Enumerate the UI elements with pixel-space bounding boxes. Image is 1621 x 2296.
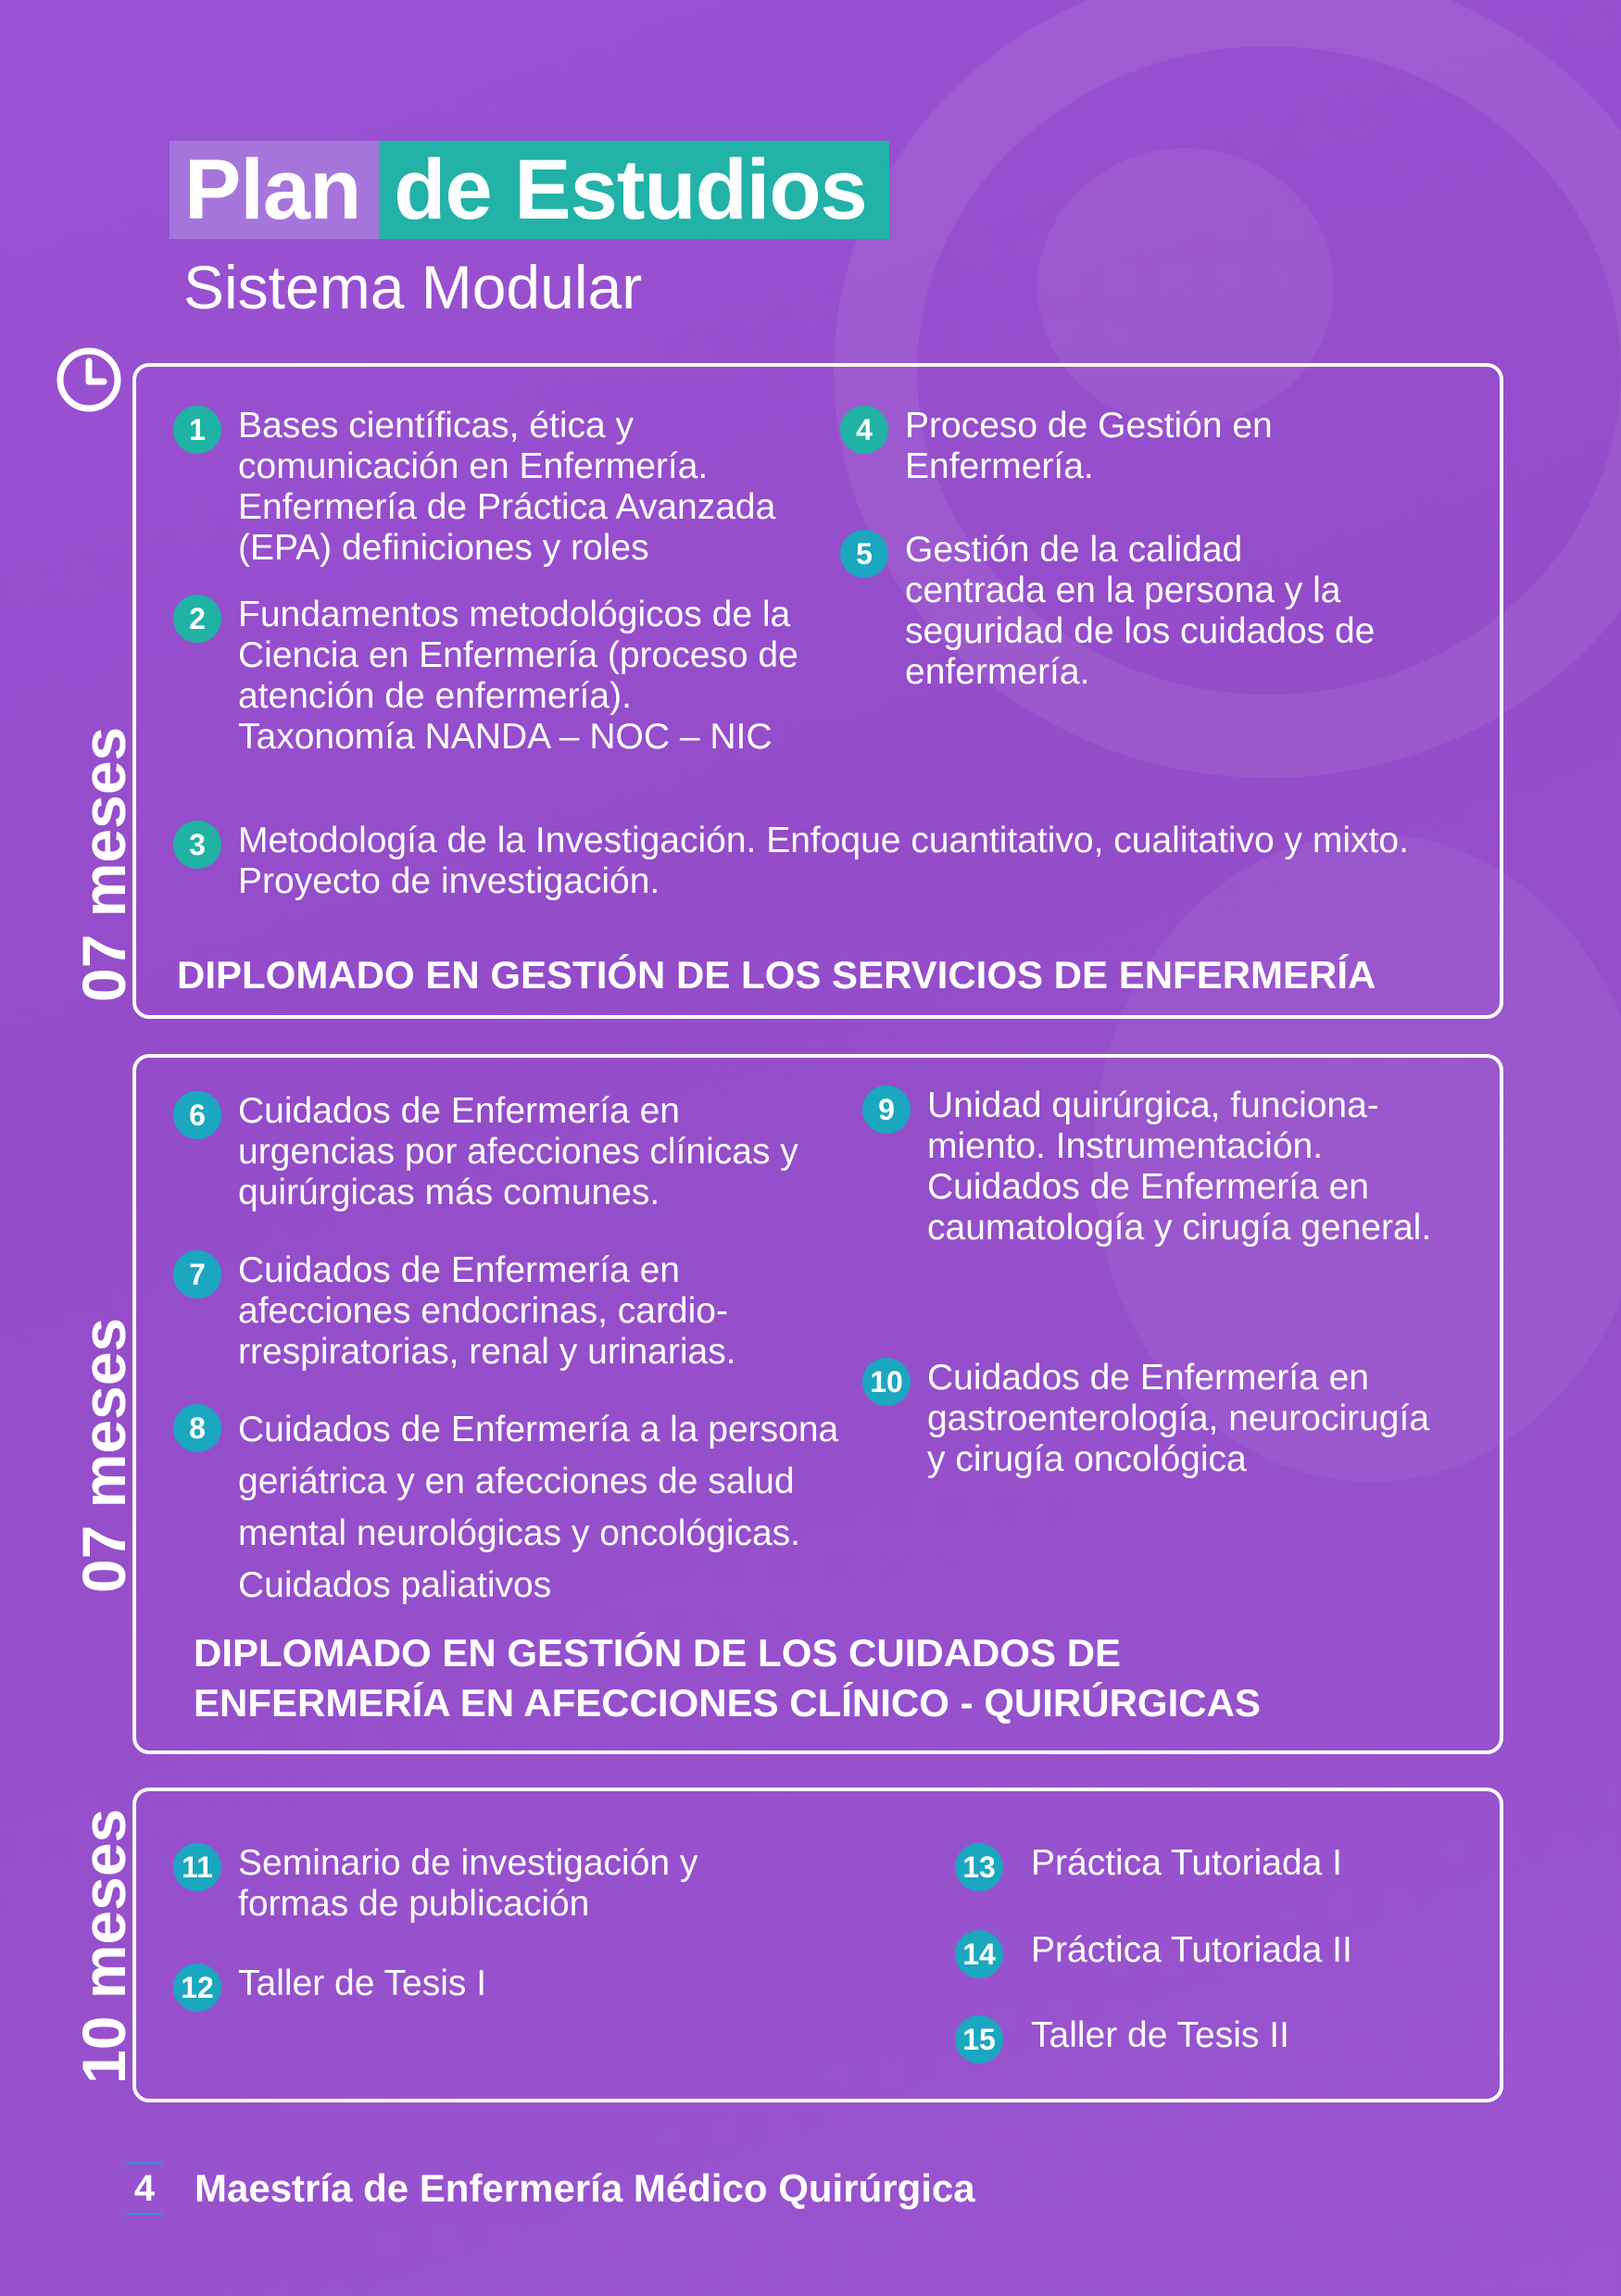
title-de-estudios: de Estudios (379, 141, 888, 239)
item-number-badge: 9 (862, 1085, 911, 1134)
item-text: Cuidados de Enfermería en urgencias por afecciones clínicas y quirúrgicas más comunes. (238, 1091, 798, 1212)
module-item-15 (955, 2015, 1474, 2064)
clock-icon (56, 346, 122, 413)
module-item-6 (173, 1091, 822, 1213)
module-block-1 (132, 363, 1503, 1019)
item-number-badge: 10 (862, 1358, 911, 1406)
item-text: Práctica Tutoriada I (1031, 1843, 1342, 1883)
item-text: Cuidados de Enfermería a la persona geriátrica y en afecciones de salud mental neurológicas y oncológicas. Cuidados paliativos (238, 1410, 839, 1605)
item-text: Taller de Tesis I (238, 1964, 487, 2003)
item-text: Proceso de Gestión en Enfermería. (905, 406, 1273, 486)
item-number-badge: 2 (173, 595, 221, 643)
item-text: Cuidados de Enfermería en gastroenterología, neurocirugía y cirugía oncológica (927, 1358, 1430, 1479)
duration-label-2: 07 meses (69, 1317, 138, 1593)
footer (126, 2162, 975, 2215)
item-text: Gestión de la calidad centrada en la persona y la seguridad de los cuidados de enfermería. (905, 530, 1376, 692)
module-item-5 (840, 530, 1451, 693)
module-block-3 (132, 1788, 1503, 2102)
item-number-badge: 14 (955, 1930, 1003, 1978)
item-text: Bases científicas, ética y comunicación en Enfermería. Enfermería de Práctica Avanzada (EPA) definiciones y roles (238, 406, 776, 568)
item-number-badge: 13 (955, 1843, 1003, 1891)
item-number-badge: 15 (955, 2015, 1003, 2064)
item-text: Taller de Tesis II (1031, 2015, 1289, 2055)
duration-label-1: 07 meses (69, 726, 138, 1002)
subtitle: Sistema Modular (183, 253, 643, 321)
diploma-title: DIPLOMADO EN GESTIÓN DE LOS SERVICIOS DE ENFERMERÍA (177, 953, 1376, 997)
module-item-7 (173, 1250, 822, 1373)
item-number-badge: 5 (840, 530, 888, 578)
module-block-2 (132, 1054, 1503, 1754)
diploma-title-line-2: ENFERMERÍA EN AFECCIONES CLÍNICO - QUIRÚRGICAS (194, 1681, 1261, 1725)
item-number-badge: 4 (840, 406, 888, 454)
page-number: 4 (126, 2162, 163, 2215)
module-item-3 (173, 821, 1470, 902)
duration-label-3: 10 meses (69, 1808, 138, 2084)
item-number-badge: 3 (173, 821, 221, 869)
module-item-14 (955, 1930, 1474, 1978)
item-text: Práctica Tutoriada II (1031, 1930, 1352, 1970)
module-item-4 (840, 406, 1451, 487)
item-number-badge: 7 (173, 1250, 221, 1299)
module-item-12 (173, 1964, 822, 2012)
module-item-10 (862, 1358, 1455, 1480)
item-text: Cuidados de Enfermería en afecciones endocrinas, cardio-rrespiratorias, renal y urinarias. (238, 1250, 736, 1372)
item-text: Seminario de investigación y formas de publicación (238, 1843, 698, 1924)
module-item-11 (173, 1843, 822, 1925)
item-number-badge: 12 (173, 1964, 221, 2012)
item-number-badge: 8 (173, 1404, 221, 1452)
item-text: Unidad quirúrgica, funciona-miento. Instrumentación. Cuidados de Enfermería en caumatología y cirugía general. (927, 1085, 1432, 1248)
module-item-9 (862, 1085, 1455, 1248)
module-item-13 (955, 1843, 1474, 1891)
diploma-title-line-1: DIPLOMADO EN GESTIÓN DE LOS CUIDADOS DE (194, 1631, 1122, 1675)
item-number-badge: 6 (173, 1091, 221, 1139)
module-item-8 (173, 1404, 840, 1612)
footer-title: Maestría de Enfermería Médico Quirúrgica (195, 2166, 975, 2210)
item-text: Metodología de la Investigación. Enfoque cuantitativo, cualitativo y mixto. Proyecto de investigación. (238, 821, 1409, 901)
module-item-1 (173, 406, 803, 569)
item-text: Fundamentos metodológicos de la Ciencia en Enfermería (proceso de atención de enfermería). Taxonomía NANDA – NOC – NIC (238, 595, 798, 757)
item-number-badge: 1 (173, 406, 221, 454)
module-item-2 (173, 595, 803, 758)
page-title (170, 141, 889, 239)
diploma-title (194, 1628, 1261, 1728)
title-plan: Plan (170, 141, 379, 239)
item-number-badge: 11 (173, 1843, 221, 1891)
